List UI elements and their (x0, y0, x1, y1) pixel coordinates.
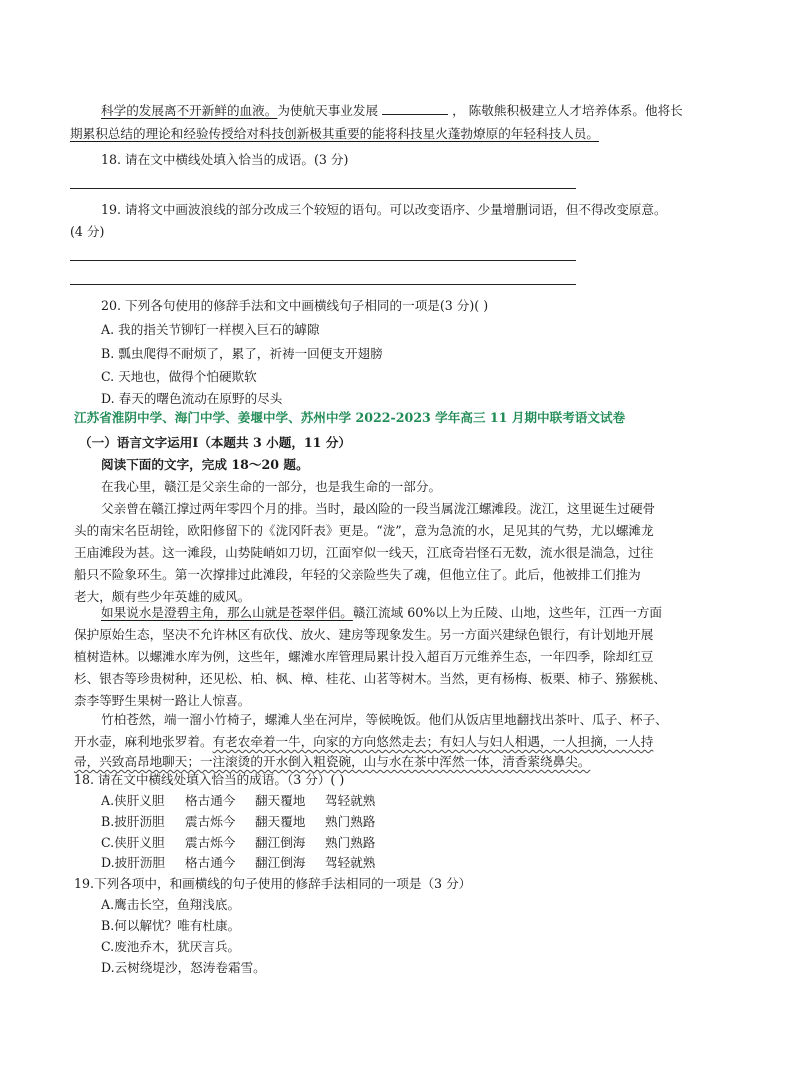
wavy-underlined-text: 有老农牵着一牛，向家的方向悠然走去；有妇人与妇人相遇，一人担摘，一人持 (212, 734, 654, 749)
fill-blank (382, 102, 448, 115)
paragraph-2-line-3: 王庙滩段为甚。这一滩段，山势陡峭如刀切，江面窄似一线天，江底奇岩怪石无数，流水很是湍急，过往 (74, 545, 654, 560)
question-19-prompt: 19. 请将文中画波浪线的部分改成三个较短的语句。可以改变语序、少量增删词语，但不得改变原意。 (101, 202, 667, 217)
paragraph-3-line-5: 柰李等野生果树一路让人惊喜。 (74, 693, 251, 708)
paragraph-2-line-1: 父亲曾在赣江撑过两年零四个月的排。当时，最凶险的一段当属泷江螺滩段。泷江，这里诞生过硬骨 (101, 501, 656, 516)
paragraph-3-line-3: 植树造林。以螺滩水库为例，这些年，螺滩水库管理局累计投入超百万元维养生态，一年四季，除却红豆 (74, 649, 654, 664)
question-18-prompt: 18. 请在文中横线处填入恰当的成语。(3 分) (101, 152, 349, 167)
paragraph-4-line-3: 帚，兴致高昂地聊天；一注滚烫的开水倒入粗瓷碗，山与水在茶中浑然一体，清香萦绕鼻尖。 (74, 754, 591, 769)
q20-option-a: A. 我的指关节铆钉一样楔入巨石的罅隙 (101, 322, 320, 337)
section-title: （一）语言文字运用Ⅰ（本题共 3 小题，11 分） (79, 435, 352, 450)
q19-option-b: B.何以解忧？唯有杜康。 (101, 918, 241, 933)
q18-option-b: B.披肝沥胆 震古烁今 翻天覆地 熟门熟路 (101, 814, 376, 829)
q18-option-a: A.侠肝义胆 格古通今 翻天覆地 驾轻就熟 (101, 793, 376, 808)
q20-option-b: B. 瓢虫爬得不耐烦了，累了，祈祷一回便支开翅膀 (101, 346, 383, 361)
underlined-sentence: 科学的发展离不开新鲜的血液。 (101, 103, 278, 118)
paragraph-2-line-4: 船只不险象环生。第一次撑排过此滩段，年轻的父亲险些失了魂，但他立住了。此后，他被排工们推为 (74, 567, 641, 582)
underlined-sentence: 如果说水是澄碧主角，那么山就是苍翠伴侣。 (101, 605, 353, 620)
paragraph-3-line-1: 如果说水是澄碧主角，那么山就是苍翠伴侣。赣江流域 60%以上为丘陵、山地，这些年，江西一方面 (101, 605, 662, 620)
paragraph-3-line-4: 杉、银杏等珍贵树种，还见松、柏、枫、樟、桂花、山茗等树木。当然，更有杨梅、板栗、柿子、猕猴桃、 (74, 671, 666, 686)
exam-header: 江苏省淮阴中学、海门中学、姜堰中学、苏州中学 2022-2023 学年高三 11 月期中联考语文试卷 (74, 410, 626, 425)
q20-option-c: C. 天地也，做得个怕硬欺软 (101, 369, 257, 384)
q19-option-d: D.云树绕堤沙，怒涛卷霜雪。 (101, 960, 266, 975)
answer-line (70, 284, 576, 285)
paragraph-2-line-2: 头的南宋名臣胡铨，欧阳修留下的《泷冈阡表》更是。“泷”，意为急流的水，足见其的气势，尤以螺滩龙 (74, 523, 654, 538)
passage-line-1: 科学的发展离不开新鲜的血液。为使航天事业发展 ， 陈敬熊积极建立人才培养体系。他将长 (101, 103, 683, 118)
paragraph-4-line-1: 竹柏苍然，端一溜小竹椅子，螺滩人坐在河岸，等候晚饭。他们从饭店里地翻找出茶叶、瓜子、杯子、 (101, 712, 668, 727)
q18-option-d: D.披肝沥胆 格古通今 翻江倒海 驾轻就熟 (101, 855, 376, 870)
passage-line-2: 期累积总结的理论和经验传授给对科技创新极其重要的能将科技星火蓬勃燎原的年轻科技人员。 (70, 126, 599, 141)
paragraph-2-line-5: 老大，颇有些少年英雄的威风。 (74, 589, 251, 604)
reading-instruction: 阅读下面的文字，完成 18～20 题。 (101, 457, 309, 472)
question-20-prompt: 20. 下列各句使用的修辞手法和文中画横线句子相同的一项是(3 分)( ) (101, 298, 489, 313)
paragraph-3-line-2: 保护原始生态，坚决不允许林区有砍伐、放火、建房等现象发生。另一方面兴建绿色银行，有计划地开展 (74, 627, 654, 642)
answer-line (70, 188, 576, 189)
question-19-prompt-2: 19.下列各项中，和画横线的句子使用的修辞手法相同的一项是（3 分） (74, 876, 472, 891)
q19-option-c: C.废池乔木，犹厌言兵。 (101, 939, 241, 954)
q18-option-c: C.侠肝义胆 震古烁今 翻江倒海 熟门熟路 (101, 835, 376, 850)
question-19-score: (4 分) (70, 224, 105, 239)
paragraph-4-line-2: 开水壶，麻利地张罗着。有老农牵着一牛，向家的方向悠然走去；有妇人与妇人相遇，一人担摘，一人持 (74, 734, 654, 749)
q19-option-a: A.鹰击长空，鱼翔浅底。 (101, 897, 241, 912)
q20-option-d: D. 春天的曙色流动在原野的尽头 (101, 391, 283, 406)
paragraph-1: 在我心里，赣江是父亲生命的一部分，也是我生命的一部分。 (101, 479, 442, 494)
question-18-prompt-2: 18. 请在文中横线处填入恰当的成语。（3 分）( ) (74, 772, 345, 787)
answer-line (70, 260, 576, 261)
